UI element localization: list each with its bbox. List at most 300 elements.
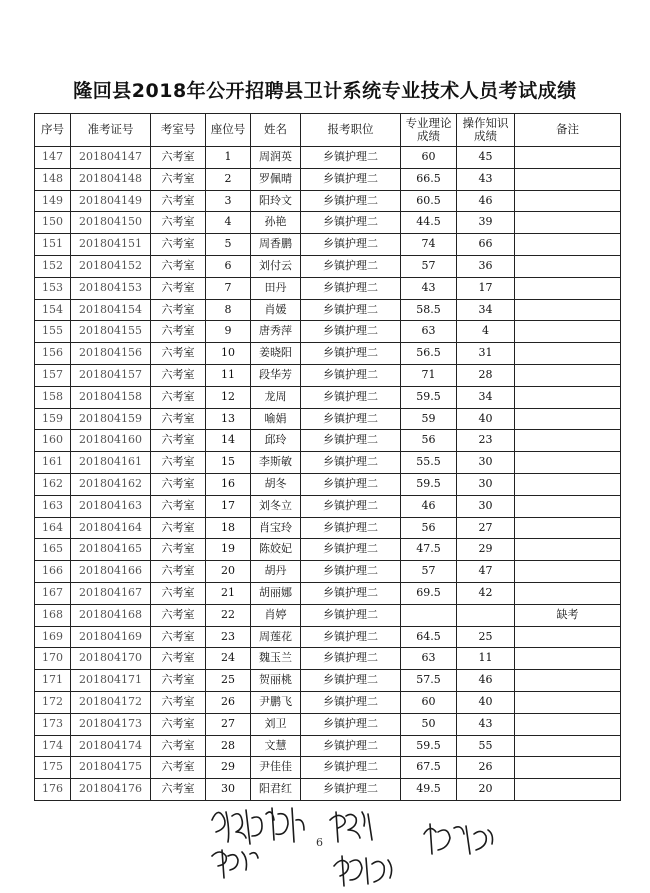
cell-name: 阳君红 (251, 779, 301, 801)
cell-remark (515, 190, 621, 212)
cell-seat: 6 (206, 255, 251, 277)
cell-remark (515, 670, 621, 692)
header-room: 考室号 (151, 114, 206, 147)
cell-position: 乡镇护理二 (301, 757, 401, 779)
cell-seat: 14 (206, 430, 251, 452)
cell-room: 六考室 (151, 648, 206, 670)
cell-name: 尹佳佳 (251, 757, 301, 779)
cell-practical-score: 20 (457, 779, 515, 801)
cell-remark (515, 517, 621, 539)
cell-exam-id: 201804165 (71, 539, 151, 561)
table-row (35, 452, 621, 474)
cell-position: 乡镇护理二 (301, 604, 401, 626)
header-practical-score: 操作知识成绩 (457, 114, 515, 147)
cell-remark (515, 386, 621, 408)
cell-practical-score: 47 (457, 561, 515, 583)
cell-remark (515, 495, 621, 517)
cell-room: 六考室 (151, 408, 206, 430)
cell-room: 六考室 (151, 539, 206, 561)
page-number: 6 (316, 836, 323, 849)
cell-theory-score: 60.5 (401, 190, 457, 212)
document-title: 隆回县2018年公开招聘县卫计系统专业技术人员考试成绩 (73, 80, 577, 102)
table-row (35, 343, 621, 365)
table-row (35, 473, 621, 495)
cell-theory-score: 56.5 (401, 343, 457, 365)
signature-5 (334, 856, 392, 886)
cell-seq: 166 (35, 561, 71, 583)
cell-theory-score: 60 (401, 147, 457, 169)
header-position: 报考职位 (301, 114, 401, 147)
cell-theory-score: 57 (401, 561, 457, 583)
cell-practical-score: 66 (457, 234, 515, 256)
cell-seq: 151 (35, 234, 71, 256)
cell-practical-score: 43 (457, 168, 515, 190)
cell-theory-score: 71 (401, 364, 457, 386)
cell-theory-score: 55.5 (401, 452, 457, 474)
cell-name: 肖宝玲 (251, 517, 301, 539)
cell-exam-id: 201804152 (71, 255, 151, 277)
cell-exam-id: 201804157 (71, 364, 151, 386)
cell-remark (515, 255, 621, 277)
cell-seq: 173 (35, 713, 71, 735)
cell-seat: 8 (206, 299, 251, 321)
table-row (35, 234, 621, 256)
cell-name: 田丹 (251, 277, 301, 299)
cell-seq: 169 (35, 626, 71, 648)
header-remark: 备注 (515, 114, 621, 147)
cell-room: 六考室 (151, 277, 206, 299)
cell-practical-score: 4 (457, 321, 515, 343)
cell-practical-score: 31 (457, 343, 515, 365)
cell-exam-id: 201804172 (71, 691, 151, 713)
cell-name: 龙周 (251, 386, 301, 408)
cell-seat: 23 (206, 626, 251, 648)
cell-room: 六考室 (151, 299, 206, 321)
cell-seq: 171 (35, 670, 71, 692)
cell-practical-score: 25 (457, 626, 515, 648)
cell-remark (515, 452, 621, 474)
cell-position: 乡镇护理二 (301, 495, 401, 517)
cell-practical-score: 45 (457, 147, 515, 169)
cell-remark (515, 473, 621, 495)
cell-position: 乡镇护理二 (301, 147, 401, 169)
cell-room: 六考室 (151, 255, 206, 277)
table-row (35, 386, 621, 408)
table-row (35, 604, 621, 626)
cell-seat: 1 (206, 147, 251, 169)
cell-theory-score: 57 (401, 255, 457, 277)
cell-position: 乡镇护理二 (301, 277, 401, 299)
cell-position: 乡镇护理二 (301, 735, 401, 757)
cell-theory-score: 57.5 (401, 670, 457, 692)
cell-theory-score: 63 (401, 321, 457, 343)
cell-room: 六考室 (151, 452, 206, 474)
cell-theory-score: 63 (401, 648, 457, 670)
cell-exam-id: 201804162 (71, 473, 151, 495)
cell-seat: 20 (206, 561, 251, 583)
table-body (35, 147, 621, 801)
table-row (35, 255, 621, 277)
signature-1 (212, 808, 304, 844)
cell-name: 刘卫 (251, 713, 301, 735)
cell-room: 六考室 (151, 212, 206, 234)
cell-seq: 150 (35, 212, 71, 234)
cell-room: 六考室 (151, 779, 206, 801)
cell-position: 乡镇护理二 (301, 691, 401, 713)
cell-position: 乡镇护理二 (301, 473, 401, 495)
cell-theory-score: 58.5 (401, 299, 457, 321)
table-row (35, 408, 621, 430)
cell-exam-id: 201804175 (71, 757, 151, 779)
cell-seat: 11 (206, 364, 251, 386)
cell-room: 六考室 (151, 713, 206, 735)
cell-position: 乡镇护理二 (301, 648, 401, 670)
cell-exam-id: 201804168 (71, 604, 151, 626)
cell-remark (515, 757, 621, 779)
cell-seat: 3 (206, 190, 251, 212)
cell-exam-id: 201804148 (71, 168, 151, 190)
cell-seat: 18 (206, 517, 251, 539)
cell-seq: 157 (35, 364, 71, 386)
cell-practical-score: 17 (457, 277, 515, 299)
cell-remark (515, 691, 621, 713)
cell-exam-id: 201804155 (71, 321, 151, 343)
cell-seq: 175 (35, 757, 71, 779)
cell-seq: 174 (35, 735, 71, 757)
cell-seq: 163 (35, 495, 71, 517)
cell-exam-id: 201804166 (71, 561, 151, 583)
cell-position: 乡镇护理二 (301, 779, 401, 801)
scores-table (34, 113, 621, 801)
cell-position: 乡镇护理二 (301, 517, 401, 539)
cell-remark (515, 364, 621, 386)
cell-room: 六考室 (151, 321, 206, 343)
cell-name: 文慧 (251, 735, 301, 757)
cell-practical-score: 11 (457, 648, 515, 670)
cell-practical-score: 46 (457, 670, 515, 692)
cell-seq: 147 (35, 147, 71, 169)
cell-position: 乡镇护理二 (301, 255, 401, 277)
cell-remark (515, 321, 621, 343)
cell-exam-id: 201804160 (71, 430, 151, 452)
cell-position: 乡镇护理二 (301, 212, 401, 234)
cell-name: 肖婷 (251, 604, 301, 626)
cell-theory-score: 56 (401, 517, 457, 539)
table-row (35, 648, 621, 670)
cell-theory-score: 59.5 (401, 473, 457, 495)
cell-theory-score: 64.5 (401, 626, 457, 648)
cell-exam-id: 201804176 (71, 779, 151, 801)
cell-name: 贺丽桃 (251, 670, 301, 692)
cell-remark (515, 582, 621, 604)
cell-room: 六考室 (151, 735, 206, 757)
cell-theory-score: 66.5 (401, 168, 457, 190)
cell-name: 刘付云 (251, 255, 301, 277)
cell-seq: 156 (35, 343, 71, 365)
cell-seq: 172 (35, 691, 71, 713)
cell-room: 六考室 (151, 757, 206, 779)
cell-name: 周香鹏 (251, 234, 301, 256)
table-header-row (35, 114, 621, 147)
header-seat: 座位号 (206, 114, 251, 147)
table-row (35, 277, 621, 299)
cell-theory-score: 50 (401, 713, 457, 735)
cell-theory-score (401, 604, 457, 626)
header-name: 姓名 (251, 114, 301, 147)
table-row (35, 626, 621, 648)
cell-remark (515, 713, 621, 735)
cell-theory-score: 74 (401, 234, 457, 256)
cell-practical-score (457, 604, 515, 626)
cell-seat: 13 (206, 408, 251, 430)
cell-seat: 9 (206, 321, 251, 343)
cell-room: 六考室 (151, 604, 206, 626)
cell-name: 魏玉兰 (251, 648, 301, 670)
cell-name: 胡冬 (251, 473, 301, 495)
cell-exam-id: 201804153 (71, 277, 151, 299)
table-row (35, 735, 621, 757)
cell-practical-score: 40 (457, 408, 515, 430)
cell-position: 乡镇护理二 (301, 626, 401, 648)
cell-seq: 165 (35, 539, 71, 561)
table-row (35, 539, 621, 561)
cell-name: 刘冬立 (251, 495, 301, 517)
cell-position: 乡镇护理二 (301, 561, 401, 583)
signature-2 (330, 812, 372, 842)
table-row (35, 495, 621, 517)
cell-exam-id: 201804171 (71, 670, 151, 692)
cell-remark (515, 561, 621, 583)
table-row (35, 190, 621, 212)
cell-seq: 152 (35, 255, 71, 277)
cell-practical-score: 36 (457, 255, 515, 277)
cell-practical-score: 34 (457, 299, 515, 321)
table-row (35, 713, 621, 735)
cell-seat: 4 (206, 212, 251, 234)
cell-seq: 164 (35, 517, 71, 539)
cell-room: 六考室 (151, 517, 206, 539)
cell-practical-score: 42 (457, 582, 515, 604)
cell-seat: 28 (206, 735, 251, 757)
cell-position: 乡镇护理二 (301, 168, 401, 190)
table-row (35, 212, 621, 234)
signature-3 (424, 824, 493, 854)
cell-room: 六考室 (151, 473, 206, 495)
table-row (35, 517, 621, 539)
cell-position: 乡镇护理二 (301, 539, 401, 561)
cell-room: 六考室 (151, 168, 206, 190)
cell-name: 孙艳 (251, 212, 301, 234)
cell-seq: 148 (35, 168, 71, 190)
cell-seat: 16 (206, 473, 251, 495)
header-theory-score: 专业理论成绩 (401, 114, 457, 147)
cell-name: 周莲花 (251, 626, 301, 648)
cell-exam-id: 201804147 (71, 147, 151, 169)
cell-seq: 155 (35, 321, 71, 343)
cell-seq: 170 (35, 648, 71, 670)
cell-name: 胡丹 (251, 561, 301, 583)
cell-seq: 154 (35, 299, 71, 321)
table-row (35, 321, 621, 343)
cell-seat: 10 (206, 343, 251, 365)
cell-practical-score: 30 (457, 473, 515, 495)
cell-exam-id: 201804158 (71, 386, 151, 408)
cell-remark (515, 626, 621, 648)
cell-room: 六考室 (151, 190, 206, 212)
cell-seq: 176 (35, 779, 71, 801)
cell-remark (515, 147, 621, 169)
cell-remark (515, 299, 621, 321)
cell-name: 李斯敏 (251, 452, 301, 474)
cell-room: 六考室 (151, 626, 206, 648)
cell-room: 六考室 (151, 691, 206, 713)
cell-seat: 15 (206, 452, 251, 474)
cell-seat: 7 (206, 277, 251, 299)
table-row (35, 299, 621, 321)
cell-exam-id: 201804173 (71, 713, 151, 735)
cell-position: 乡镇护理二 (301, 408, 401, 430)
cell-seat: 24 (206, 648, 251, 670)
cell-remark (515, 735, 621, 757)
cell-name: 陈姣妃 (251, 539, 301, 561)
cell-exam-id: 201804150 (71, 212, 151, 234)
cell-theory-score: 56 (401, 430, 457, 452)
table-row (35, 691, 621, 713)
header-seq: 序号 (35, 114, 71, 147)
cell-position: 乡镇护理二 (301, 299, 401, 321)
cell-remark (515, 168, 621, 190)
table-row (35, 670, 621, 692)
cell-seat: 27 (206, 713, 251, 735)
cell-remark (515, 408, 621, 430)
handwritten-signatures (0, 790, 650, 893)
cell-exam-id: 201804159 (71, 408, 151, 430)
cell-theory-score: 59.5 (401, 735, 457, 757)
cell-theory-score: 67.5 (401, 757, 457, 779)
cell-room: 六考室 (151, 386, 206, 408)
table-row (35, 757, 621, 779)
cell-practical-score: 43 (457, 713, 515, 735)
cell-practical-score: 40 (457, 691, 515, 713)
cell-practical-score: 26 (457, 757, 515, 779)
cell-exam-id: 201804169 (71, 626, 151, 648)
cell-position: 乡镇护理二 (301, 364, 401, 386)
table-row (35, 147, 621, 169)
cell-position: 乡镇护理二 (301, 321, 401, 343)
header-exam-id: 准考证号 (71, 114, 151, 147)
cell-practical-score: 55 (457, 735, 515, 757)
cell-remark (515, 539, 621, 561)
cell-remark (515, 343, 621, 365)
cell-exam-id: 201804170 (71, 648, 151, 670)
cell-seq: 160 (35, 430, 71, 452)
cell-remark (515, 212, 621, 234)
cell-practical-score: 30 (457, 452, 515, 474)
cell-room: 六考室 (151, 670, 206, 692)
cell-remark (515, 430, 621, 452)
cell-exam-id: 201804161 (71, 452, 151, 474)
cell-name: 胡丽娜 (251, 582, 301, 604)
cell-seat: 21 (206, 582, 251, 604)
cell-exam-id: 201804167 (71, 582, 151, 604)
cell-seat: 19 (206, 539, 251, 561)
cell-room: 六考室 (151, 430, 206, 452)
cell-seat: 26 (206, 691, 251, 713)
table-row (35, 364, 621, 386)
cell-seq: 168 (35, 604, 71, 626)
table-row (35, 430, 621, 452)
cell-room: 六考室 (151, 582, 206, 604)
cell-theory-score: 59.5 (401, 386, 457, 408)
table-row (35, 582, 621, 604)
cell-name: 唐秀萍 (251, 321, 301, 343)
cell-remark: 缺考 (515, 604, 621, 626)
signature-4 (212, 850, 258, 878)
cell-seat: 5 (206, 234, 251, 256)
cell-seq: 149 (35, 190, 71, 212)
cell-position: 乡镇护理二 (301, 452, 401, 474)
cell-name: 尹鹏飞 (251, 691, 301, 713)
cell-seat: 12 (206, 386, 251, 408)
cell-name: 段华芳 (251, 364, 301, 386)
cell-theory-score: 47.5 (401, 539, 457, 561)
cell-name: 周润英 (251, 147, 301, 169)
cell-position: 乡镇护理二 (301, 190, 401, 212)
cell-room: 六考室 (151, 561, 206, 583)
cell-position: 乡镇护理二 (301, 430, 401, 452)
cell-practical-score: 23 (457, 430, 515, 452)
cell-room: 六考室 (151, 147, 206, 169)
cell-name: 肖媛 (251, 299, 301, 321)
cell-theory-score: 60 (401, 691, 457, 713)
cell-exam-id: 201804149 (71, 190, 151, 212)
cell-room: 六考室 (151, 495, 206, 517)
cell-practical-score: 30 (457, 495, 515, 517)
cell-room: 六考室 (151, 234, 206, 256)
cell-seq: 162 (35, 473, 71, 495)
cell-exam-id: 201804156 (71, 343, 151, 365)
cell-position: 乡镇护理二 (301, 582, 401, 604)
cell-seat: 30 (206, 779, 251, 801)
cell-name: 罗佩晴 (251, 168, 301, 190)
cell-remark (515, 277, 621, 299)
cell-practical-score: 27 (457, 517, 515, 539)
cell-seq: 153 (35, 277, 71, 299)
cell-room: 六考室 (151, 364, 206, 386)
table-row (35, 168, 621, 190)
cell-seat: 25 (206, 670, 251, 692)
cell-name: 邱玲 (251, 430, 301, 452)
cell-remark (515, 234, 621, 256)
cell-theory-score: 43 (401, 277, 457, 299)
cell-exam-id: 201804163 (71, 495, 151, 517)
cell-exam-id: 201804154 (71, 299, 151, 321)
cell-seat: 2 (206, 168, 251, 190)
cell-practical-score: 46 (457, 190, 515, 212)
cell-seq: 158 (35, 386, 71, 408)
cell-remark (515, 648, 621, 670)
cell-seat: 17 (206, 495, 251, 517)
cell-exam-id: 201804174 (71, 735, 151, 757)
table-row (35, 561, 621, 583)
cell-practical-score: 29 (457, 539, 515, 561)
cell-theory-score: 44.5 (401, 212, 457, 234)
cell-position: 乡镇护理二 (301, 343, 401, 365)
cell-seq: 161 (35, 452, 71, 474)
cell-seq: 159 (35, 408, 71, 430)
cell-seq: 167 (35, 582, 71, 604)
cell-exam-id: 201804164 (71, 517, 151, 539)
